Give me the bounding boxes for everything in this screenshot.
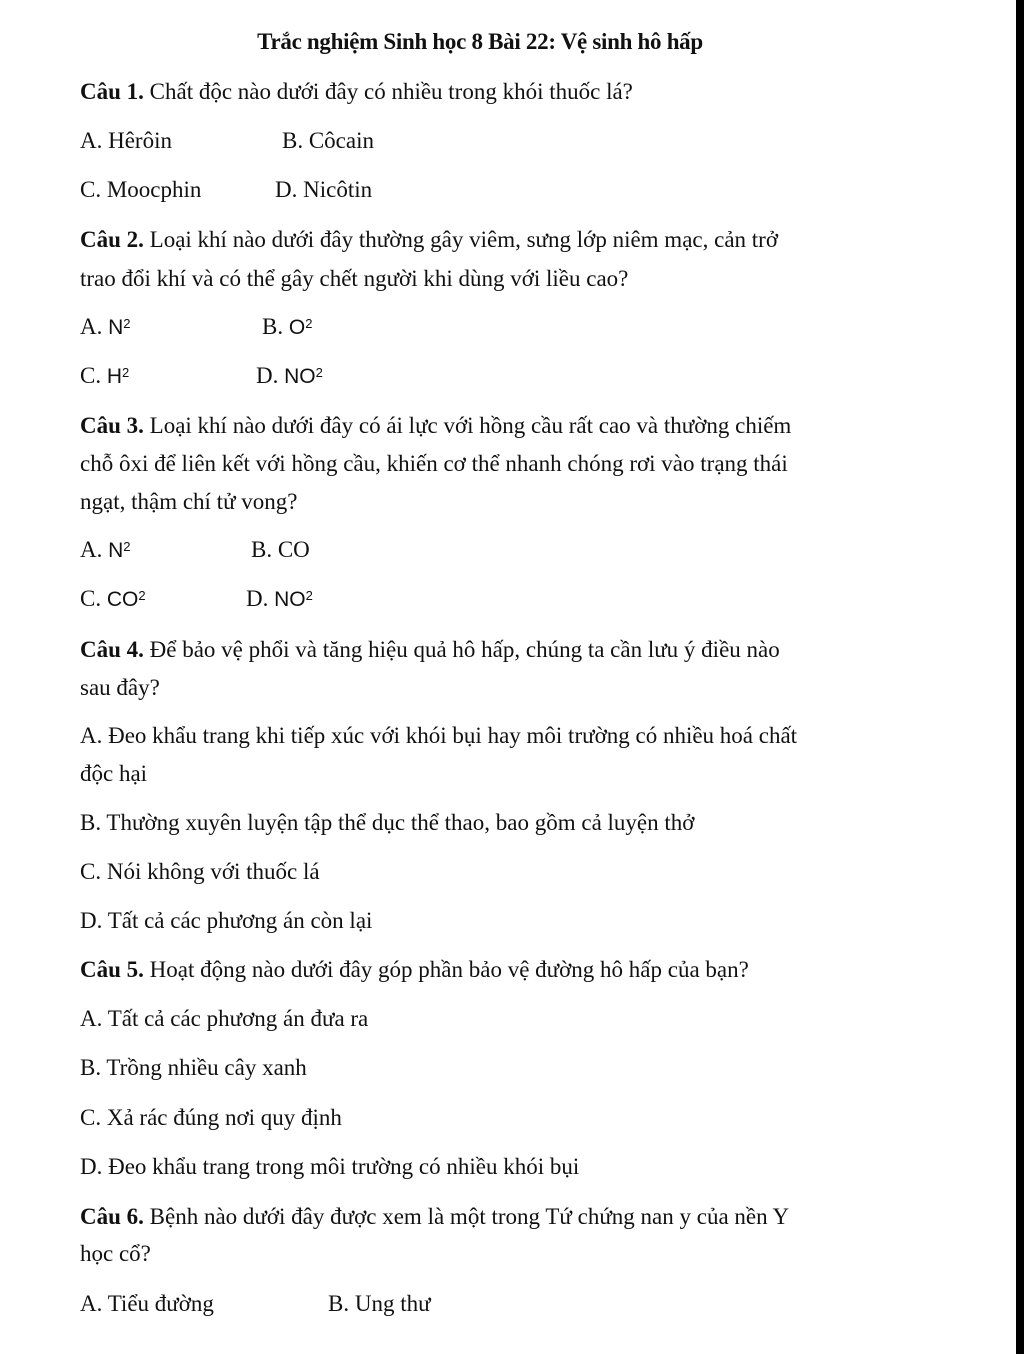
q3-option-b: B. CO xyxy=(251,537,310,562)
formula: $N^2$ xyxy=(108,539,131,562)
q5-option-a: A. Tất cả các phương án đưa ra xyxy=(80,1006,369,1031)
q4-option-a-line-1: A. Đeo khẩu trang khi tiếp xúc với khói bụi hay môi trường có nhiều hoá chất xyxy=(80,723,798,748)
formula: $H^2$ xyxy=(106,365,130,388)
q4-option-b: B. Thường xuyên luyện tập thể dục thể thao, bao gồm cả luyện thở xyxy=(80,810,695,835)
question-4-line-2: sau đây? xyxy=(80,675,160,700)
q4-option-a-line-2: độc hại xyxy=(80,761,148,786)
question-3-line-1 xyxy=(80,411,791,441)
question-text: Hoạt động nào dưới đây góp phần bảo vệ đường hô hấp của bạn? xyxy=(143,957,749,982)
question-2-line-2: trao đổi khí và có thể gây chết người khi dùng với liều cao? xyxy=(80,266,629,291)
q4-option-d: D. Tất cả các phương án còn lại xyxy=(80,908,373,933)
question-4-line-1 xyxy=(80,635,780,665)
q1-option-a: A. Hêrôin xyxy=(80,128,172,153)
question-text: Bệnh nào dưới đây được xem là một trong Tứ chứng nan y của nền Y xyxy=(143,1204,790,1229)
question-6-line-1 xyxy=(80,1202,789,1232)
q1-option-b: B. Côcain xyxy=(282,128,374,153)
question-number: Câu 3. xyxy=(80,413,144,438)
question-text: Loại khí nào dưới đây có ái lực với hồng cầu rất cao và thường chiếm xyxy=(143,413,792,438)
document-title: Trắc nghiệm Sinh học 8 Bài 22: Vệ sinh hô hấp xyxy=(257,29,703,54)
q5-option-c: C. Xả rác đúng nơi quy định xyxy=(80,1105,342,1130)
q3-option-c: C. $CO^2$ xyxy=(80,586,146,611)
formula: $O^2$ xyxy=(288,316,313,339)
formula: $NO^2$ xyxy=(284,365,323,388)
q2-option-a: A. $N^2$ xyxy=(80,314,131,339)
question-number: Câu 5. xyxy=(80,957,144,982)
q3-option-d: D. $NO^2$ xyxy=(246,586,313,611)
question-3-line-2: chỗ ôxi để liên kết với hồng cầu, khiến cơ thể nhanh chóng rơi vào trạng thái xyxy=(80,451,788,476)
question-number: Câu 6. xyxy=(80,1204,144,1229)
question-number: Câu 4. xyxy=(80,637,144,662)
formula: $NO^2$ xyxy=(274,588,313,611)
q1-option-d: D. Nicôtin xyxy=(275,177,373,202)
q2-option-d: D. $NO^2$ xyxy=(256,363,323,388)
q6-option-a: A. Tiểu đường xyxy=(80,1291,214,1316)
q2-option-c: C. $H^2$ xyxy=(80,363,130,388)
q5-option-d: D. Đeo khẩu trang trong môi trường có nhiều khói bụi xyxy=(80,1154,580,1179)
q6-option-b: B. Ung thư xyxy=(328,1291,431,1316)
question-1 xyxy=(80,77,633,107)
formula: $N^2$ xyxy=(108,316,131,339)
question-3-line-3: ngạt, thậm chí tử vong? xyxy=(80,489,298,514)
question-text: Loại khí nào dưới đây thường gây viêm, sưng lớp niêm mạc, cản trở xyxy=(143,227,778,252)
question-2-line-1 xyxy=(80,225,778,255)
question-number: Câu 2. xyxy=(80,227,144,252)
q2-option-b: B. $O^2$ xyxy=(262,314,313,339)
q3-option-a: A. $N^2$ xyxy=(80,537,131,562)
question-6-line-2: học cổ? xyxy=(80,1241,151,1266)
right-edge-bar xyxy=(1016,0,1024,1354)
q4-option-c: C. Nói không với thuốc lá xyxy=(80,859,320,884)
question-text: Để bảo vệ phổi và tăng hiệu quả hô hấp, chúng ta cần lưu ý điều nào xyxy=(143,637,780,662)
q5-option-b: B. Trồng nhiều cây xanh xyxy=(80,1055,307,1080)
question-text: Chất độc nào dưới đây có nhiều trong khói thuốc lá? xyxy=(143,79,633,104)
formula: $CO^2$ xyxy=(106,588,146,611)
q1-option-c: C. Moocphin xyxy=(80,177,202,202)
question-5 xyxy=(80,955,749,985)
question-number: Câu 1. xyxy=(80,79,144,104)
